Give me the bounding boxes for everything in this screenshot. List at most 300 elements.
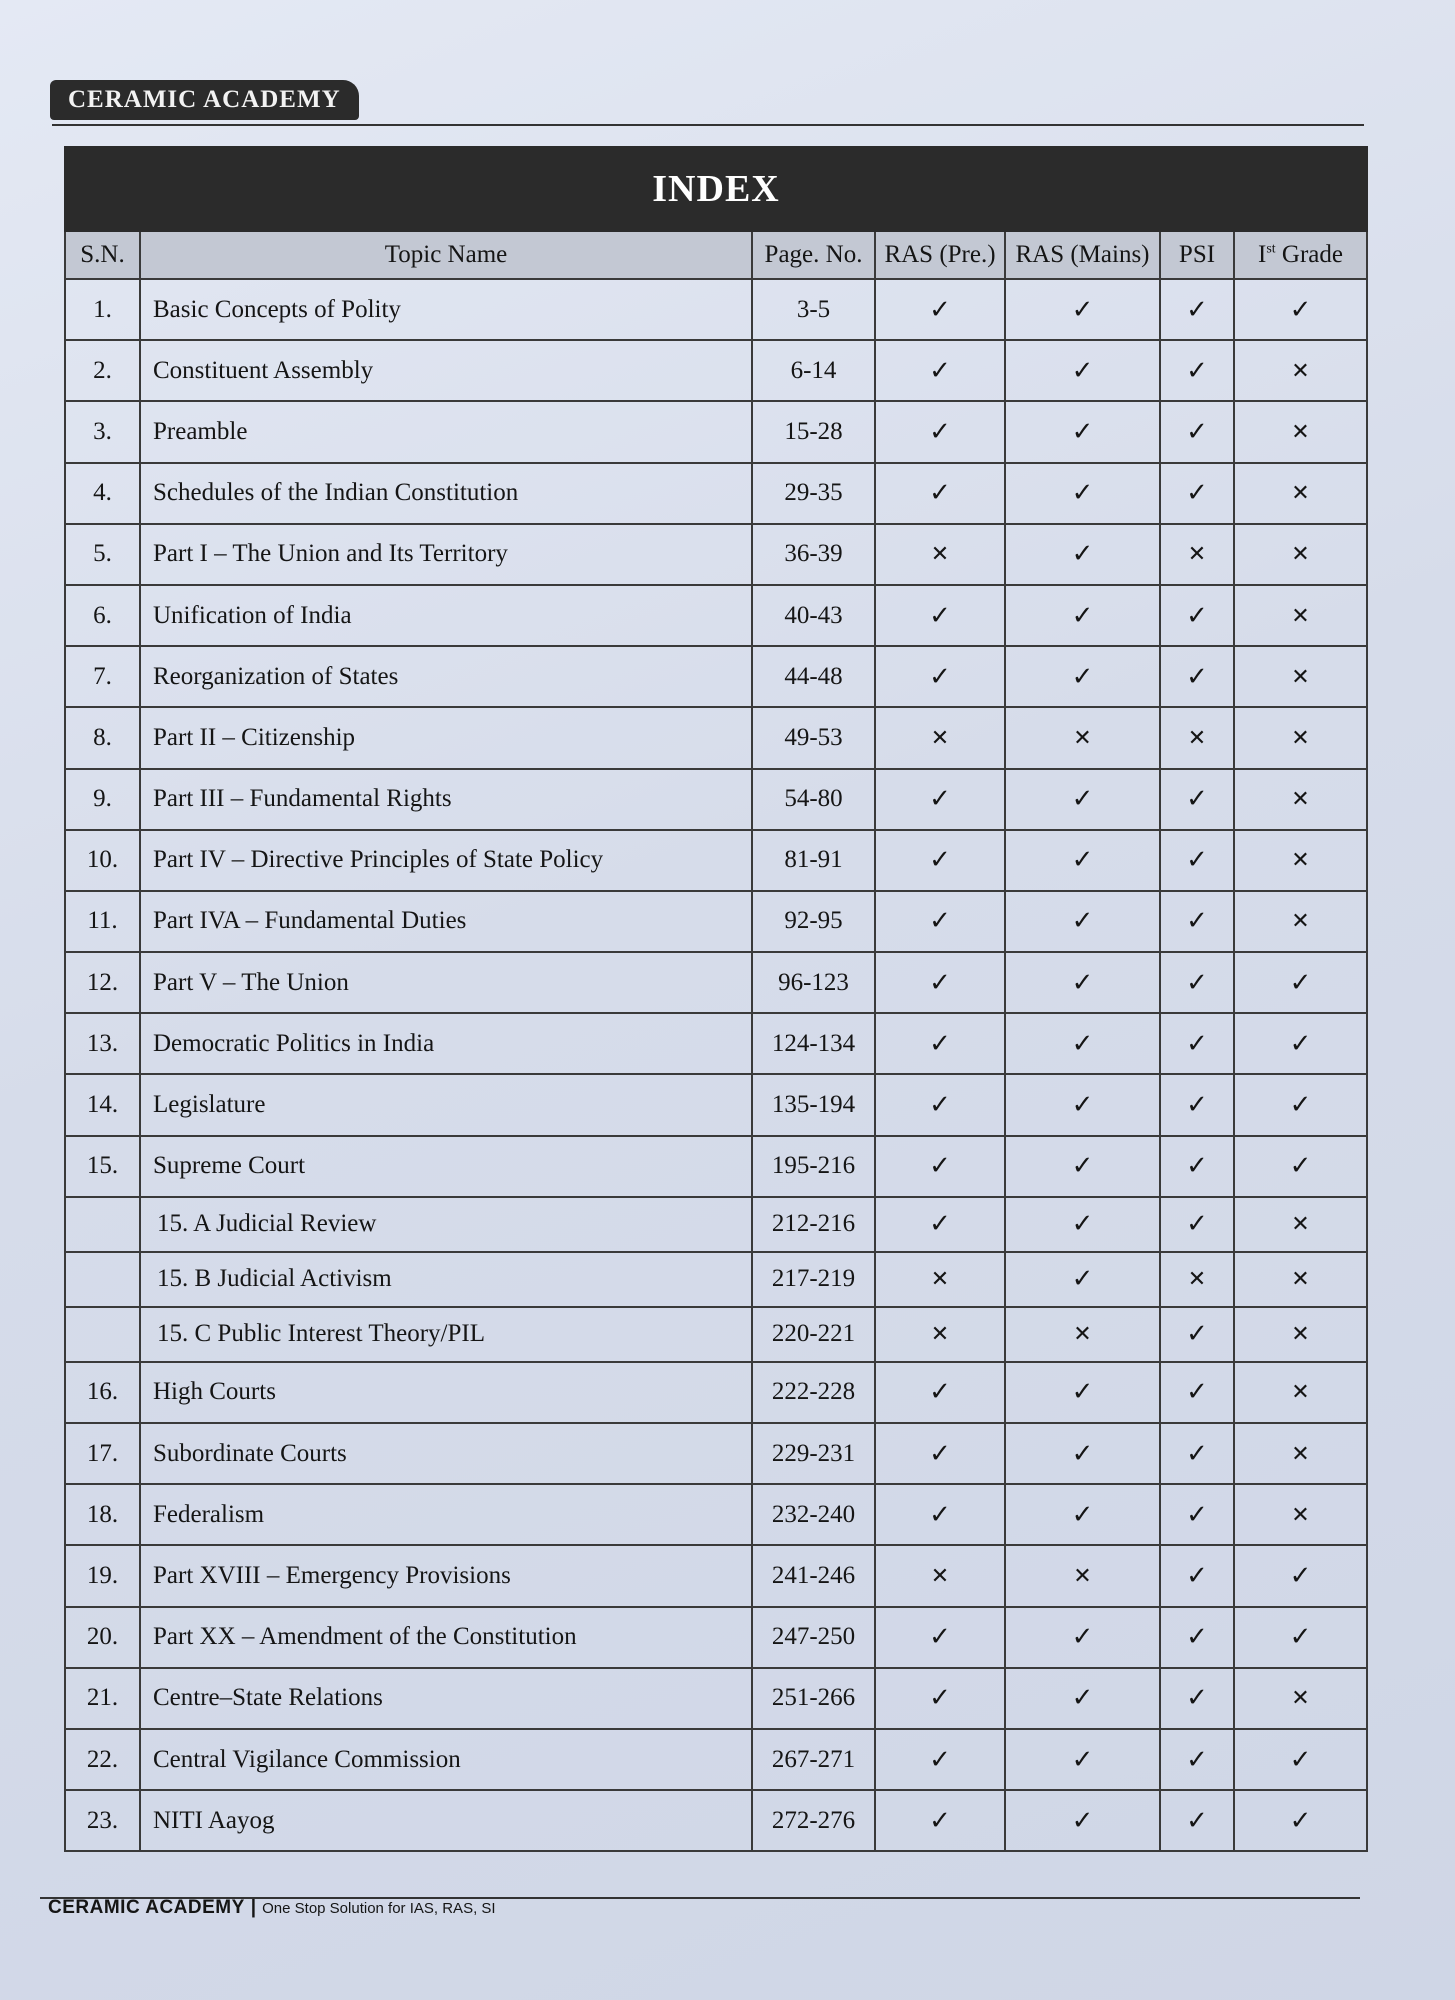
check-icon: ✓ (1071, 416, 1094, 447)
page-range: 217-219 (752, 1252, 875, 1307)
footer-separator: | (250, 1897, 257, 1918)
serial-number: 13. (65, 1013, 140, 1074)
serial-number: 14. (65, 1074, 140, 1135)
check-icon: ✓ (1289, 1028, 1312, 1059)
col-header-psi: PSI (1160, 231, 1234, 279)
cell-psi (1160, 707, 1234, 768)
check-icon: ✓ (1071, 661, 1094, 692)
cell-ras-pre (875, 1252, 1005, 1307)
cross-icon: ✕ (1291, 664, 1310, 690)
check-icon: ✓ (1071, 1151, 1094, 1182)
serial-number: 2. (65, 340, 140, 401)
page-range: 96-123 (752, 952, 875, 1013)
cell-ras-mains (1005, 1668, 1160, 1729)
table-row (65, 952, 1367, 1013)
cell-grade (1234, 524, 1367, 585)
table-row (65, 1790, 1367, 1851)
footer (48, 1896, 496, 1921)
cell-grade (1234, 1545, 1367, 1606)
topic-name: 15. B Judicial Activism (140, 1252, 752, 1307)
serial-number: 18. (65, 1484, 140, 1545)
footer-brand: CERAMIC ACADEMY (48, 1897, 245, 1918)
col-header-pages: Page. No. (752, 231, 875, 279)
check-icon: ✓ (1071, 845, 1094, 876)
cell-ras-mains (1005, 830, 1160, 891)
page-range: 220-221 (752, 1307, 875, 1362)
topic-name: Part XVIII – Emergency Provisions (140, 1545, 752, 1606)
cell-ras-mains (1005, 1790, 1160, 1851)
serial-number (65, 1197, 140, 1252)
check-icon: ✓ (929, 1090, 951, 1121)
cross-icon: ✕ (1187, 725, 1207, 751)
check-icon: ✓ (1186, 294, 1208, 325)
topic-name: Part IV – Directive Principles of State Policy (140, 830, 752, 891)
col-header-sn: S.N. (65, 231, 140, 279)
cross-icon: ✕ (1291, 1441, 1310, 1467)
cell-grade (1234, 1136, 1367, 1197)
cell-ras-pre (875, 1607, 1005, 1668)
cell-ras-pre (875, 1362, 1005, 1423)
cell-grade (1234, 1423, 1367, 1484)
col-header-grade (1234, 231, 1367, 279)
page-range: 272-276 (752, 1790, 875, 1851)
cell-ras-mains (1005, 891, 1160, 952)
cell-ras-mains (1005, 1545, 1160, 1606)
serial-number: 11. (65, 891, 140, 952)
topic-name: Reorganization of States (140, 646, 752, 707)
serial-number: 16. (65, 1362, 140, 1423)
cell-grade (1234, 340, 1367, 401)
cell-ras-pre (875, 1729, 1005, 1790)
cross-icon: ✕ (930, 1322, 950, 1348)
top-rule (52, 124, 1364, 126)
serial-number: 10. (65, 830, 140, 891)
cell-grade (1234, 1607, 1367, 1668)
check-icon: ✓ (1071, 1805, 1094, 1836)
check-icon: ✓ (1186, 784, 1208, 815)
check-icon: ✓ (1071, 539, 1094, 570)
cell-ras-mains (1005, 340, 1160, 401)
check-icon: ✓ (1071, 1209, 1094, 1240)
table-row (65, 1423, 1367, 1484)
topic-name: 15. C Public Interest Theory/PIL (140, 1307, 752, 1362)
cross-icon: ✕ (1291, 909, 1310, 935)
cell-psi (1160, 279, 1234, 340)
cross-icon: ✕ (1291, 358, 1310, 384)
page-range: 44-48 (752, 646, 875, 707)
cross-icon: ✕ (1073, 725, 1092, 751)
topic-name: Central Vigilance Commission (140, 1729, 752, 1790)
cross-icon: ✕ (930, 542, 950, 568)
page-range: 6-14 (752, 340, 875, 401)
cell-ras-pre (875, 1668, 1005, 1729)
serial-number: 19. (65, 1545, 140, 1606)
page-range: 36-39 (752, 524, 875, 585)
cell-grade (1234, 707, 1367, 768)
serial-number: 12. (65, 952, 140, 1013)
cell-grade (1234, 891, 1367, 952)
cell-grade (1234, 1790, 1367, 1851)
check-icon: ✓ (1071, 1744, 1094, 1775)
cell-ras-pre (875, 1484, 1005, 1545)
cell-psi (1160, 1197, 1234, 1252)
page-range: 229-231 (752, 1423, 875, 1484)
cross-icon: ✕ (1291, 787, 1310, 813)
check-icon: ✓ (1071, 1438, 1094, 1469)
serial-number: 20. (65, 1607, 140, 1668)
topic-name: Democratic Politics in India (140, 1013, 752, 1074)
cross-icon: ✕ (1291, 1686, 1310, 1712)
check-icon: ✓ (1186, 600, 1208, 631)
cross-icon: ✕ (1291, 1380, 1310, 1406)
cell-grade (1234, 1013, 1367, 1074)
topic-name: Federalism (140, 1484, 752, 1545)
page-range: 54-80 (752, 769, 875, 830)
cell-grade (1234, 1362, 1367, 1423)
check-icon: ✓ (1186, 416, 1208, 447)
cell-psi (1160, 1545, 1234, 1606)
check-icon: ✓ (1071, 784, 1094, 815)
topic-name: Schedules of the Indian Constitution (140, 463, 752, 524)
topic-name: Unification of India (140, 585, 752, 646)
check-icon: ✓ (929, 600, 951, 631)
page-range: 247-250 (752, 1607, 875, 1668)
check-icon: ✓ (929, 1438, 951, 1469)
cell-psi (1160, 1484, 1234, 1545)
page-range: 49-53 (752, 707, 875, 768)
cell-ras-mains (1005, 524, 1160, 585)
page-range: 124-134 (752, 1013, 875, 1074)
cell-psi (1160, 1136, 1234, 1197)
cell-ras-mains (1005, 1307, 1160, 1362)
cross-icon: ✕ (1291, 542, 1310, 568)
serial-number: 9. (65, 769, 140, 830)
check-icon: ✓ (1071, 1028, 1094, 1059)
table-row (65, 1668, 1367, 1729)
table-row (65, 401, 1367, 462)
table-row (65, 1545, 1367, 1606)
cell-ras-pre (875, 769, 1005, 830)
check-icon: ✓ (929, 416, 951, 447)
table-row (65, 646, 1367, 707)
cell-ras-pre (875, 279, 1005, 340)
check-icon: ✓ (1186, 906, 1208, 937)
cell-ras-mains (1005, 1252, 1160, 1307)
cross-icon: ✕ (1073, 1563, 1092, 1589)
cell-ras-pre (875, 891, 1005, 952)
topic-name: Part III – Fundamental Rights (140, 769, 752, 830)
cell-ras-mains (1005, 401, 1160, 462)
cell-ras-mains (1005, 1729, 1160, 1790)
check-icon: ✓ (1186, 1209, 1208, 1240)
topic-name: NITI Aayog (140, 1790, 752, 1851)
check-icon: ✓ (929, 1622, 951, 1653)
check-icon: ✓ (929, 1028, 951, 1059)
serial-number: 1. (65, 279, 140, 340)
page-range: 212-216 (752, 1197, 875, 1252)
check-icon: ✓ (1186, 1438, 1208, 1469)
check-icon: ✓ (929, 661, 951, 692)
cell-ras-pre (875, 524, 1005, 585)
table-subrow (65, 1197, 1367, 1252)
cell-grade (1234, 1729, 1367, 1790)
check-icon: ✓ (1186, 1028, 1208, 1059)
check-icon: ✓ (1071, 1499, 1094, 1530)
check-icon: ✓ (1289, 1744, 1312, 1775)
serial-number (65, 1307, 140, 1362)
serial-number: 4. (65, 463, 140, 524)
page-range: 81-91 (752, 830, 875, 891)
cell-psi (1160, 1729, 1234, 1790)
cell-ras-mains (1005, 585, 1160, 646)
cross-icon: ✕ (1291, 1322, 1310, 1348)
topic-name: Subordinate Courts (140, 1423, 752, 1484)
check-icon: ✓ (1186, 355, 1208, 386)
cell-ras-pre (875, 1423, 1005, 1484)
check-icon: ✓ (1071, 906, 1094, 937)
cross-icon: ✕ (1291, 1267, 1310, 1293)
cell-ras-mains (1005, 1136, 1160, 1197)
cell-psi (1160, 1423, 1234, 1484)
cell-psi (1160, 891, 1234, 952)
check-icon: ✓ (1071, 1622, 1094, 1653)
page-range: 195-216 (752, 1136, 875, 1197)
check-icon: ✓ (929, 1744, 951, 1775)
table-row (65, 463, 1367, 524)
table-row (65, 1362, 1367, 1423)
check-icon: ✓ (1071, 1683, 1094, 1714)
page-range: 29-35 (752, 463, 875, 524)
cell-ras-mains (1005, 1074, 1160, 1135)
cell-ras-pre (875, 401, 1005, 462)
topic-name: Constituent Assembly (140, 340, 752, 401)
cell-psi (1160, 1074, 1234, 1135)
footer-tagline: One Stop Solution for IAS, RAS, SI (262, 1900, 496, 1917)
topic-name: Part II – Citizenship (140, 707, 752, 768)
check-icon: ✓ (1186, 1090, 1208, 1121)
table-row (65, 1729, 1367, 1790)
cell-psi (1160, 401, 1234, 462)
topic-name: Legislature (140, 1074, 752, 1135)
page-range: 232-240 (752, 1484, 875, 1545)
grade-sup: st (1266, 241, 1276, 257)
cell-grade (1234, 830, 1367, 891)
serial-number (65, 1252, 140, 1307)
cell-grade (1234, 1252, 1367, 1307)
table-row (65, 891, 1367, 952)
check-icon: ✓ (929, 1209, 951, 1240)
cell-ras-mains (1005, 1484, 1160, 1545)
check-icon: ✓ (1186, 1319, 1208, 1350)
topic-name: Part XX – Amendment of the Constitution (140, 1607, 752, 1668)
cell-ras-pre (875, 1136, 1005, 1197)
table-row (65, 1136, 1367, 1197)
col-header-topic: Topic Name (140, 231, 752, 279)
col-header-ras-pre: RAS (Pre.) (875, 231, 1005, 279)
check-icon: ✓ (929, 845, 951, 876)
cell-ras-mains (1005, 1013, 1160, 1074)
page-range: 251-266 (752, 1668, 875, 1729)
table-row (65, 524, 1367, 585)
cell-grade (1234, 1307, 1367, 1362)
page-range: 15-28 (752, 401, 875, 462)
cell-psi (1160, 1668, 1234, 1729)
cross-icon: ✕ (930, 725, 950, 751)
check-icon: ✓ (929, 355, 951, 386)
serial-number: 5. (65, 524, 140, 585)
cell-ras-mains (1005, 1197, 1160, 1252)
cell-ras-pre (875, 585, 1005, 646)
check-icon: ✓ (929, 1683, 951, 1714)
cell-ras-mains (1005, 646, 1160, 707)
cell-ras-pre (875, 340, 1005, 401)
cross-icon: ✕ (1291, 419, 1310, 445)
table-row (65, 1607, 1367, 1668)
topic-name: Part IVA – Fundamental Duties (140, 891, 752, 952)
table-row (65, 585, 1367, 646)
check-icon: ✓ (1071, 1377, 1094, 1408)
check-icon: ✓ (1186, 478, 1208, 509)
check-icon: ✓ (1186, 1744, 1208, 1775)
index-body (65, 279, 1367, 1851)
cell-ras-pre (875, 646, 1005, 707)
check-icon: ✓ (1071, 1090, 1094, 1121)
topic-name: Basic Concepts of Polity (140, 279, 752, 340)
check-icon: ✓ (1071, 478, 1094, 509)
serial-number: 3. (65, 401, 140, 462)
cross-icon: ✕ (1291, 1212, 1310, 1238)
cell-ras-pre (875, 1790, 1005, 1851)
topic-name: Part V – The Union (140, 952, 752, 1013)
cell-psi (1160, 769, 1234, 830)
topic-name: Preamble (140, 401, 752, 462)
check-icon: ✓ (1071, 967, 1094, 998)
check-icon: ✓ (929, 1377, 951, 1408)
cross-icon: ✕ (1291, 1502, 1310, 1528)
cell-psi (1160, 524, 1234, 585)
table-row (65, 1013, 1367, 1074)
cell-grade (1234, 952, 1367, 1013)
grade-prefix: I (1258, 241, 1267, 268)
cell-grade (1234, 1074, 1367, 1135)
cell-ras-pre (875, 1197, 1005, 1252)
check-icon: ✓ (1289, 1805, 1312, 1836)
page-range: 222-228 (752, 1362, 875, 1423)
cross-icon: ✕ (1291, 481, 1310, 507)
cell-ras-mains (1005, 1423, 1160, 1484)
check-icon: ✓ (929, 1499, 951, 1530)
cell-ras-pre (875, 1013, 1005, 1074)
cell-ras-mains (1005, 1362, 1160, 1423)
serial-number: 21. (65, 1668, 140, 1729)
cell-grade (1234, 279, 1367, 340)
index-title: INDEX (65, 147, 1367, 231)
check-icon: ✓ (1289, 1622, 1312, 1653)
cell-ras-mains (1005, 463, 1160, 524)
table-row (65, 279, 1367, 340)
check-icon: ✓ (929, 967, 951, 998)
academy-badge: CERAMIC ACADEMY (50, 80, 359, 120)
check-icon: ✓ (1071, 1264, 1094, 1295)
check-icon: ✓ (929, 1151, 951, 1182)
cell-psi (1160, 952, 1234, 1013)
check-icon: ✓ (1186, 661, 1208, 692)
cell-ras-mains (1005, 952, 1160, 1013)
cell-ras-pre (875, 463, 1005, 524)
cell-grade (1234, 769, 1367, 830)
topic-name: Centre–State Relations (140, 1668, 752, 1729)
cross-icon: ✕ (1291, 848, 1310, 874)
cell-psi (1160, 585, 1234, 646)
cross-icon: ✕ (1291, 725, 1310, 751)
table-subrow (65, 1307, 1367, 1362)
check-icon: ✓ (1289, 1090, 1312, 1121)
page-range: 135-194 (752, 1074, 875, 1135)
index-table (64, 146, 1368, 1852)
serial-number: 7. (65, 646, 140, 707)
check-icon: ✓ (1186, 1151, 1208, 1182)
check-icon: ✓ (929, 478, 951, 509)
check-icon: ✓ (1071, 294, 1094, 325)
check-icon: ✓ (1186, 1683, 1208, 1714)
check-icon: ✓ (929, 1805, 951, 1836)
check-icon: ✓ (929, 294, 951, 325)
cell-psi (1160, 1252, 1234, 1307)
cell-grade (1234, 585, 1367, 646)
table-subrow (65, 1252, 1367, 1307)
cell-psi (1160, 1362, 1234, 1423)
serial-number: 8. (65, 707, 140, 768)
cell-ras-pre (875, 952, 1005, 1013)
topic-name: Supreme Court (140, 1136, 752, 1197)
cross-icon: ✕ (1187, 1267, 1207, 1293)
cell-ras-mains (1005, 1607, 1160, 1668)
check-icon: ✓ (929, 784, 951, 815)
check-icon: ✓ (1071, 355, 1094, 386)
table-row (65, 830, 1367, 891)
check-icon: ✓ (1289, 967, 1312, 998)
check-icon: ✓ (1186, 1377, 1208, 1408)
check-icon: ✓ (1071, 600, 1094, 631)
check-icon: ✓ (1186, 967, 1208, 998)
cell-psi (1160, 1307, 1234, 1362)
cell-grade (1234, 463, 1367, 524)
page-range: 3-5 (752, 279, 875, 340)
cell-psi (1160, 1607, 1234, 1668)
cell-ras-pre (875, 1074, 1005, 1135)
serial-number: 23. (65, 1790, 140, 1851)
check-icon: ✓ (1289, 1151, 1312, 1182)
cell-grade (1234, 401, 1367, 462)
cell-psi (1160, 463, 1234, 524)
cross-icon: ✕ (1073, 1322, 1092, 1348)
cell-grade (1234, 1197, 1367, 1252)
check-icon: ✓ (1289, 294, 1312, 325)
cell-grade (1234, 1668, 1367, 1729)
page-range: 40-43 (752, 585, 875, 646)
cell-psi (1160, 830, 1234, 891)
serial-number: 6. (65, 585, 140, 646)
cell-ras-pre (875, 830, 1005, 891)
cross-icon: ✕ (1291, 603, 1310, 629)
page-range: 241-246 (752, 1545, 875, 1606)
col-header-ras-mains: RAS (Mains) (1005, 231, 1160, 279)
topic-name: 15. A Judicial Review (140, 1197, 752, 1252)
check-icon: ✓ (929, 906, 951, 937)
cell-ras-pre (875, 1545, 1005, 1606)
cell-psi (1160, 1013, 1234, 1074)
cell-ras-pre (875, 1307, 1005, 1362)
